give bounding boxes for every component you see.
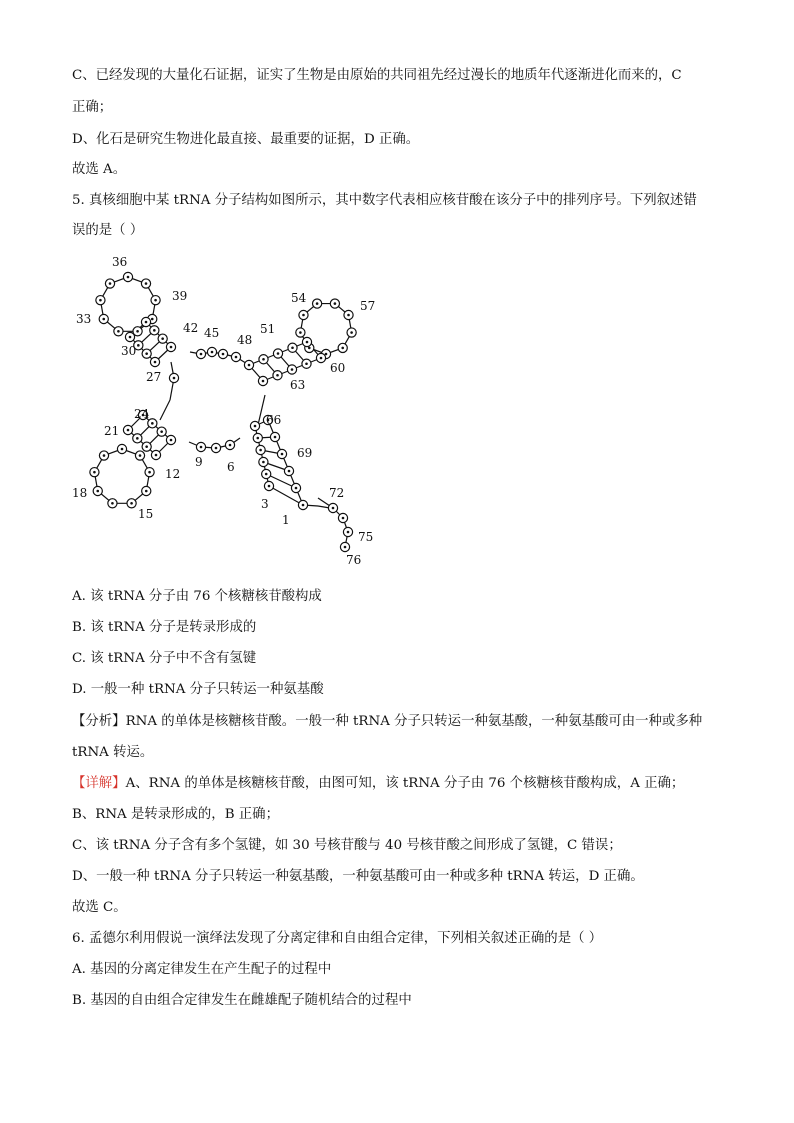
detail-line: 故选 C。 bbox=[72, 900, 127, 915]
nucleotide-number-label: 1 bbox=[282, 513, 290, 527]
nucleotide-number-label: 75 bbox=[358, 530, 374, 544]
detail-line bbox=[72, 774, 684, 794]
question-6-option-a: A. 基因的分离定律发生在产生配子的过程中 bbox=[72, 962, 332, 977]
nucleotide-number-label: 45 bbox=[204, 326, 220, 340]
nucleotide-number-label: 60 bbox=[330, 361, 346, 375]
nucleotide-number-label: 69 bbox=[297, 446, 313, 460]
analysis-text: RNA 的单体是核糖核苷酸。一般一种 tRNA 分子只转运一种氨基酸，一种氨基酸可由一种或多种 bbox=[125, 714, 703, 729]
nucleotide-number-label: 15 bbox=[138, 507, 154, 521]
nucleotide-number-label: 66 bbox=[266, 413, 282, 427]
nucleotide-number-label: 3 bbox=[261, 497, 269, 511]
text-line: 正确； bbox=[72, 100, 113, 115]
text-line: D、化石是研究生物进化最直接、最重要的证据，D 正确。 bbox=[72, 132, 420, 147]
analysis-line bbox=[72, 712, 702, 732]
detail-line: B、RNA 是转录形成的，B 正确； bbox=[72, 807, 279, 822]
nucleotide-number-label: 63 bbox=[290, 378, 306, 392]
detail-tag: 【详解】 bbox=[72, 776, 126, 791]
nucleotide-number-label: 57 bbox=[360, 299, 376, 313]
question-5-stem-cont: 误的是（ ） bbox=[72, 223, 144, 238]
option-c: C. 该 tRNA 分子中不含有氢键 bbox=[72, 651, 257, 666]
nucleotide-number-label: 36 bbox=[112, 255, 128, 269]
nucleotide-number-label: 24 bbox=[134, 407, 150, 421]
nucleotide-number-label: 6 bbox=[227, 460, 235, 474]
nucleotide-number-label: 12 bbox=[165, 467, 181, 481]
question-5-stem: 5. 真核细胞中某 tRNA 分子结构如图所示，其中数字代表相应核苷酸在该分子中的排列序号。下列叙述错 bbox=[72, 193, 697, 208]
nucleotide-number-label: 27 bbox=[146, 370, 162, 384]
nucleotide-number-label: 18 bbox=[72, 486, 88, 500]
option-d: D. 一般一种 tRNA 分子只转运一种氨基酸 bbox=[72, 682, 324, 697]
option-b: B. 该 tRNA 分子是转录形成的 bbox=[72, 620, 257, 635]
nucleotide-number-label: 76 bbox=[346, 553, 362, 567]
analysis-line-2: tRNA 转运。 bbox=[72, 745, 154, 760]
trna-diagram bbox=[60, 252, 390, 572]
text-line: C、已经发现的大量化石证据，证实了生物是由原始的共同祖先经过漫长的地质年代逐渐进化而来的，C bbox=[72, 68, 682, 83]
question-6-option-b: B. 基因的自由组合定律发生在雌雄配子随机结合的过程中 bbox=[72, 993, 412, 1008]
nucleotide-number-label: 72 bbox=[329, 486, 345, 500]
nucleotide-number-label: 39 bbox=[172, 289, 188, 303]
option-a: A. 该 tRNA 分子由 76 个核糖核苷酸构成 bbox=[72, 589, 322, 604]
nucleotide-number-label: 42 bbox=[183, 321, 199, 335]
text-line: 故选 A。 bbox=[72, 162, 127, 177]
nucleotide-number-label: 9 bbox=[195, 455, 203, 469]
nucleotide-number-label: 33 bbox=[76, 312, 92, 326]
detail-text: A、RNA 的单体是核糖核苷酸，由图可知，该 tRNA 分子由 76 个核糖核苷酸构成，A 正确； bbox=[125, 776, 685, 791]
analysis-tag: 【分析】 bbox=[72, 714, 126, 729]
detail-line: C、该 tRNA 分子含有多个氢键，如 30 号核苷酸与 40 号核苷酸之间形成了氢键，C 错误； bbox=[72, 838, 622, 853]
nucleotide-number-label: 54 bbox=[291, 291, 307, 305]
nucleotide-number-label: 51 bbox=[260, 322, 276, 336]
nucleotide-number-label: 48 bbox=[237, 333, 253, 347]
question-6-stem: 6. 孟德尔利用假说一演绎法发现了分离定律和自由组合定律，下列相关叙述正确的是（ ） bbox=[72, 931, 603, 946]
nucleotide-number-label: 30 bbox=[121, 344, 137, 358]
detail-line: D、一般一种 tRNA 分子只转运一种氨基酸，一种氨基酸可由一种或多种 tRNA 转运，D 正确。 bbox=[72, 869, 644, 884]
nucleotide-number-label: 21 bbox=[104, 424, 120, 438]
